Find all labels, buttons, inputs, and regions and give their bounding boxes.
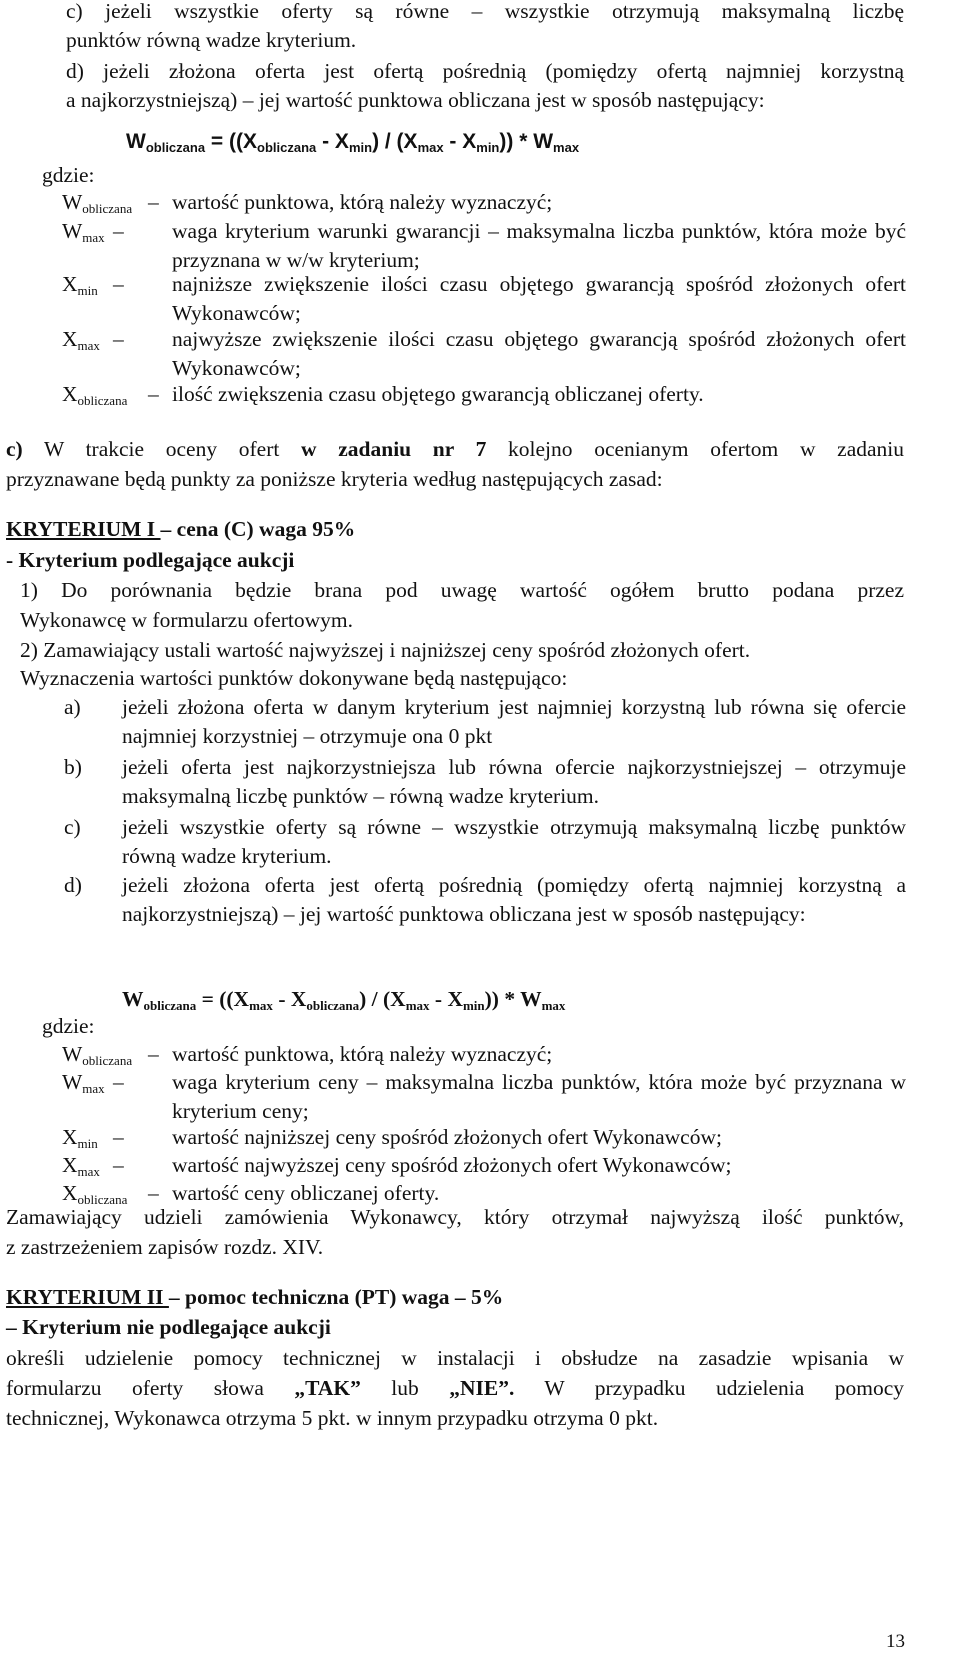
definition-description: najwyższe zwiększenie ilości czasu objętego gwarancją spośród złożonych ofert Wykonawców;: [172, 327, 906, 380]
list-item-label: d): [64, 873, 82, 897]
definition-symbol: $X_{min}$: [62, 1125, 98, 1151]
definition-description: najniższe zwiększenie ilości czasu objętego gwarancją spośród złożonych ofert Wykonawców;: [172, 272, 906, 325]
list-item: jeżeli wszystkie oferty są równe – wszystkie otrzymują maksymalną liczbę punktów równą wadze kryterium.: [122, 815, 906, 868]
top-formula: $W_{obliczana} = ((X_{obliczana} - X_{min}) / (X_{max} - X_{min})) * W_{max}$: [126, 130, 580, 155]
definition-symbol: $W_{max}$: [62, 219, 105, 245]
top-c-line1: c) jeżeli wszystkie oferty są równe – wszystkie otrzymują maksymalną liczbę: [66, 0, 904, 23]
kryterium-1-subtitle: - Kryterium podlegające aukcji: [6, 548, 295, 572]
definition-dash: –: [113, 327, 124, 351]
list-item-label: b): [64, 755, 82, 779]
definition-symbol: $W_{max}$: [62, 1070, 105, 1096]
definition-description: ilość zwiększenia czasu objętego gwarancją obliczanej oferty.: [172, 382, 704, 406]
kryterium-1-title: KRYTERIUM I – cena (C) waga 95%: [6, 517, 356, 541]
k1-point-1-line2: Wykonawcę w formularzu ofertowym.: [20, 608, 354, 632]
definition-description: waga kryterium warunki gwarancji – maksymalna liczba punktów, która może być przyznana w w/w kryterium;: [172, 219, 906, 272]
top-d-line1: d) jeżeli złożona oferta jest ofertą pośrednią (pomiędzy ofertą najmniej korzystną: [66, 59, 904, 83]
definition-symbol: $X_{min}$: [62, 272, 98, 298]
section-c-line2: przyznawane będą punkty za poniższe kryteria według następujących zasad:: [6, 467, 663, 491]
definition-description: waga kryterium ceny – maksymalna liczba punktów, która może być przyznana w kryterium ceny;: [172, 1070, 906, 1123]
list-item: jeżeli oferta jest najkorzystniejsza lub równa ofercie najkorzystniejszej – otrzymuje maksymalną liczbę punktów – równą wadze kryterium.: [122, 755, 906, 808]
definition-dash: –: [113, 1125, 124, 1149]
definition-dash: –: [113, 1153, 124, 1177]
k1-award-line1: Zamawiający udzieli zamówienia Wykonawcy, który otrzymał najwyższą ilość punktów,: [6, 1205, 904, 1229]
definition-symbol: $X_{max}$: [62, 1153, 100, 1179]
kryterium-2-subtitle: – Kryterium nie podlegające aukcji: [6, 1315, 331, 1339]
definition-description: wartość punktowa, którą należy wyznaczyć;: [172, 190, 553, 214]
definition-symbol: $X_{obliczana}$: [62, 382, 128, 408]
definition-dash: –: [148, 190, 159, 214]
definition-description: wartość ceny obliczanej oferty.: [172, 1181, 440, 1205]
definition-dash: –: [148, 1181, 159, 1205]
top-c-line2: punktów równą wadze kryterium.: [66, 28, 357, 52]
definition-description: wartość najniższej ceny spośród złożonych ofert Wykonawców;: [172, 1125, 722, 1149]
definition-symbol: $W_{obliczana}$: [62, 190, 133, 216]
definition-description: wartość punktowa, którą należy wyznaczyć;: [172, 1042, 553, 1066]
k1-point-3: Wyznaczenia wartości punktów dokonywane będą następująco:: [20, 666, 568, 690]
k1-formula: $W_{obliczana} = ((X_{max} - X_{obliczana}) / (X_{max} - X_{min})) * W_{max}$: [122, 987, 566, 1013]
definition-symbol: $X_{max}$: [62, 327, 100, 353]
definition-dash: –: [148, 1042, 159, 1066]
list-item: jeżeli złożona oferta jest ofertą pośrednią (pomiędzy ofertą najmniej korzystną a najkorzystniejszą) – jej wartość punktowa obliczana jest w sposób następujący:: [122, 873, 906, 926]
definition-symbol: $W_{obliczana}$: [62, 1042, 133, 1068]
k2-line3: technicznej, Wykonawca otrzyma 5 pkt. w innym przypadku otrzyma 0 pkt.: [6, 1406, 659, 1430]
definition-dash: –: [113, 1070, 124, 1094]
top-gdzie-label: gdzie:: [42, 163, 95, 187]
k1-point-1-line1: 1) Do porównania będzie brana pod uwagę wartość ogółem brutto podana przez: [20, 578, 904, 602]
list-item: jeżeli złożona oferta w danym kryterium jest najmniej korzystną lub równa się ofercie najmniej korzystniej – otrzymuje ona 0 pkt: [122, 695, 906, 748]
definition-dash: –: [113, 272, 124, 296]
definition-dash: –: [113, 219, 124, 243]
k1-award-line2: z zastrzeżeniem zapisów rozdz. XIV.: [6, 1235, 324, 1259]
kryterium-2-title: KRYTERIUM II – pomoc techniczna (PT) waga – 5%: [6, 1285, 504, 1309]
definition-dash: –: [148, 382, 159, 406]
page-number: 13: [886, 1631, 905, 1652]
list-item-label: a): [64, 695, 81, 719]
k1-point-2: 2) Zamawiający ustali wartość najwyższej i najniższej ceny spośród złożonych ofert.: [20, 638, 751, 662]
k2-line1: określi udzielenie pomocy technicznej w instalacji i obsłudze na zasadzie wpisania w: [6, 1346, 904, 1370]
definition-symbol: $X_{obliczana}$: [62, 1181, 128, 1207]
section-c-line1: c) W trakcie oceny ofert w zadaniu nr 7 kolejno ocenianym ofertom w zadaniu: [6, 437, 905, 461]
list-item-label: c): [64, 815, 81, 839]
k1-gdzie-label: gdzie:: [42, 1014, 95, 1038]
k2-line2: formularzu oferty słowa „TAK” lub „NIE”. W przypadku udzielenia pomocy: [6, 1376, 904, 1400]
top-d-line2: a najkorzystniejszą) – jej wartość punktowa obliczana jest w sposób następujący:: [66, 88, 765, 112]
definition-description: wartość najwyższej ceny spośród złożonych ofert Wykonawców;: [172, 1153, 732, 1177]
